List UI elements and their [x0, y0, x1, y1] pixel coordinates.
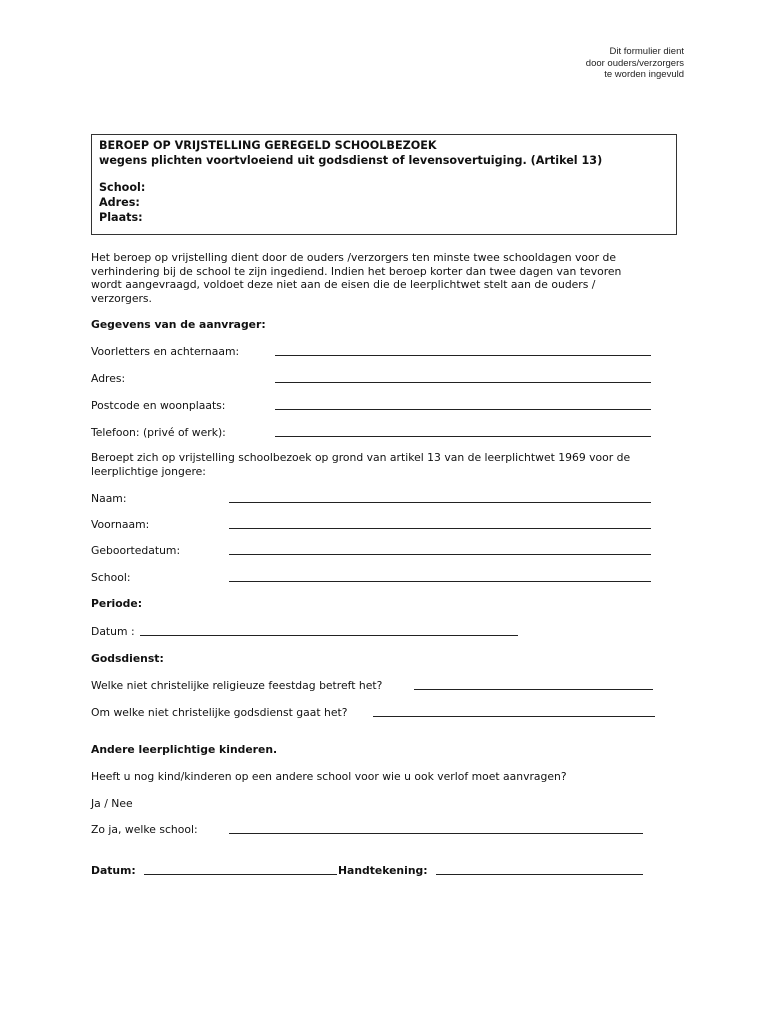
period-date-label: Datum :	[91, 625, 135, 638]
instruction-note	[484, 46, 684, 81]
applicant-postcode-field[interactable]	[275, 409, 651, 410]
religion-faith-field[interactable]	[373, 716, 655, 717]
which-school-label: Zo ja, welke school:	[91, 823, 198, 836]
note-line: door ouders/verzorgers	[585, 57, 684, 69]
religion-faith-question: Om welke niet christelijke godsdienst gaat het?	[91, 706, 348, 719]
other-children-question: Heeft u nog kind/kinderen op een andere school voor wie u ook verlof moet aanvragen?	[91, 770, 567, 783]
student-dob-field[interactable]	[229, 554, 651, 555]
period-date-field[interactable]	[140, 635, 518, 636]
period-heading: Periode:	[91, 597, 143, 610]
yes-no-options[interactable]: Ja / Nee	[91, 797, 133, 810]
student-surname-field[interactable]	[229, 502, 651, 503]
applicant-address-label: Adres:	[91, 372, 126, 385]
student-surname-label: Naam:	[91, 492, 127, 505]
form-subtitle: wegens plichten voortvloeiend uit godsdienst of levensovertuiging. (Artikel 13)	[99, 154, 603, 167]
form-title: BEROEP OP VRIJSTELLING GEREGELD SCHOOLBEZOEK	[99, 139, 437, 152]
signature-date-label: Datum:	[91, 864, 136, 877]
applicant-name-label: Voorletters en achternaam:	[91, 345, 240, 358]
signature-label: Handtekening:	[338, 864, 428, 877]
intro-paragraph	[91, 251, 681, 305]
religion-heading: Godsdienst:	[91, 652, 164, 665]
school-label: School:	[99, 181, 146, 194]
applicant-address-field[interactable]	[275, 382, 651, 383]
applicant-phone-label: Telefoon: (privé of werk):	[91, 426, 226, 439]
appeal-line: Beroept zich op vrijstelling schoolbezoek op grond van artikel 13 van de leerplichtwet 1969 voor de	[91, 451, 631, 464]
applicant-name-field[interactable]	[275, 355, 651, 356]
student-dob-label: Geboortedatum:	[91, 544, 181, 557]
applicant-phone-field[interactable]	[275, 436, 651, 437]
student-firstname-field[interactable]	[229, 528, 651, 529]
note-line: Dit formulier dient	[609, 46, 684, 57]
school-place-label: Plaats:	[99, 211, 143, 224]
note-line: te worden ingevuld	[604, 69, 684, 80]
header-box	[91, 134, 677, 235]
intro-line: Het beroep op vrijstelling dient door de ouders /verzorgers ten minste twee schooldagen voor de	[91, 251, 616, 264]
student-school-field[interactable]	[229, 581, 651, 582]
religion-holiday-field[interactable]	[414, 689, 653, 690]
religion-holiday-question: Welke niet christelijke religieuze feestdag betreft het?	[91, 679, 383, 692]
student-firstname-label: Voornaam:	[91, 518, 150, 531]
intro-line: verhindering bij de school te zijn ingediend. Indien het beroep korter dan twee dagen van tevoren	[91, 264, 622, 278]
applicant-heading: Gegevens van de aanvrager:	[91, 318, 266, 331]
other-children-heading: Andere leerplichtige kinderen.	[91, 743, 278, 756]
signature-date-field[interactable]	[144, 874, 337, 875]
intro-line: wordt aangevraagd, voldoet deze niet aan de eisen die de leerplichtwet stelt aan de ouders /	[91, 278, 596, 291]
signature-field[interactable]	[436, 874, 643, 875]
applicant-postcode-label: Postcode en woonplaats:	[91, 399, 226, 412]
school-address-label: Adres:	[99, 196, 140, 209]
appeal-text	[91, 451, 630, 478]
appeal-line: leerplichtige jongere:	[91, 464, 206, 478]
student-school-label: School:	[91, 571, 131, 584]
intro-line: verzorgers.	[91, 291, 152, 305]
which-school-field[interactable]	[229, 833, 643, 834]
